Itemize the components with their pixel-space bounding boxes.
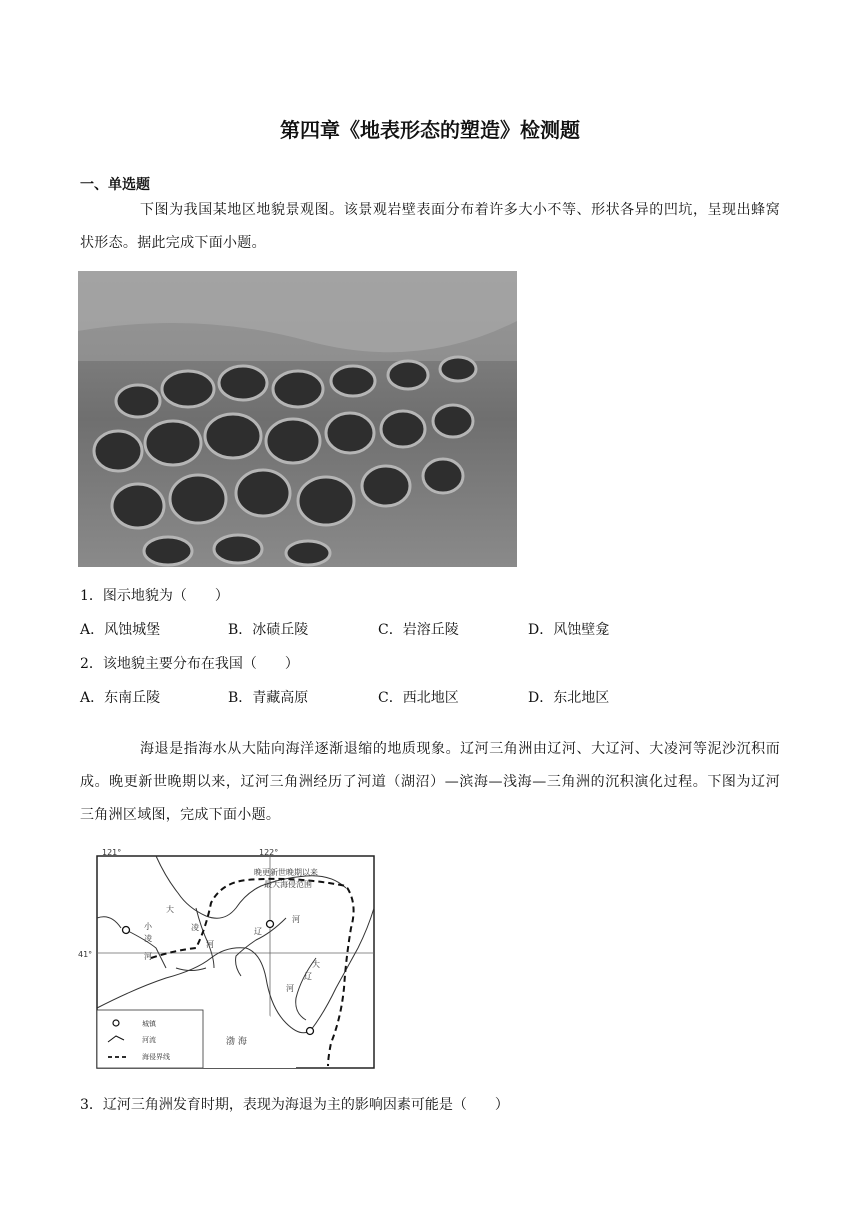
page-title: 第四章《地表形态的塑造》检测题 (280, 118, 580, 142)
map-lon-122: 122° (259, 848, 279, 857)
svg-text:河: 河 (144, 952, 152, 961)
town-marker (123, 927, 130, 934)
svg-text:河流: 河流 (142, 1036, 156, 1044)
svg-text:小: 小 (144, 922, 152, 931)
intro-paragraph-1: 下图为我国某地区地貌景观图。该景观岩壁表面分布着许多大小不等、形状各异的凹坑，呈现出蜂窝状形态。据此完成下面小题。 (80, 202, 780, 251)
map-label-sea: 渤 海 (226, 1037, 247, 1047)
map-label-ext1: 晚更新世晚期以来 (254, 868, 318, 877)
map-lon-121: 121° (102, 848, 122, 857)
town-marker (267, 921, 274, 928)
question-2-stem: 2．该地貌主要分布在我国（ ） (80, 656, 299, 672)
question-1-stem: 1．图示地貌为（ ） (80, 588, 229, 604)
svg-text:河: 河 (286, 984, 294, 993)
honeycomb-rock-photo (78, 271, 517, 567)
svg-text:凌: 凌 (191, 923, 199, 932)
q1-option-b: B．冰碛丘陵 (228, 622, 309, 638)
town-marker (307, 1028, 314, 1035)
map-lat-41: 41° (78, 950, 93, 959)
q2-option-c: C．西北地区 (378, 690, 459, 706)
svg-text:河: 河 (292, 915, 300, 924)
map-label-ext2: 最大海侵范围 (264, 880, 312, 889)
svg-text:辽: 辽 (304, 972, 312, 981)
svg-text:海侵界线: 海侵界线 (142, 1053, 170, 1061)
svg-text:凌: 凌 (144, 934, 152, 943)
section-heading: 一、单选题 (80, 177, 150, 193)
q2-option-b: B．青藏高原 (228, 690, 309, 706)
svg-text:大: 大 (166, 905, 174, 914)
q2-option-d: D．东北地区 (528, 690, 610, 706)
svg-text:河: 河 (206, 940, 214, 949)
liaohe-delta-map (78, 848, 378, 1072)
q1-option-a: A．风蚀城堡 (80, 622, 161, 638)
q1-option-c: C．岩溶丘陵 (378, 622, 459, 638)
svg-text:城镇: 城镇 (142, 1020, 156, 1028)
question-3-stem: 3．辽河三角洲发育时期，表现为海退为主的影响因素可能是（ ） (80, 1097, 509, 1113)
rivers (126, 908, 316, 1020)
q2-option-a: A．东南丘陵 (80, 690, 161, 706)
svg-text:辽: 辽 (254, 927, 262, 936)
q1-option-d: D．风蚀壁龛 (528, 622, 610, 638)
intro-paragraph-2: 海退是指海水从大陆向海洋逐渐退缩的地质现象。辽河三角洲由辽河、大辽河、大凌河等泥沙沉积而成。晚更新世晚期以来，辽河三角洲经历了河道（湖沼）—滨海—浅海—三角洲的沉积演化过程。下图为辽河三角洲区域图，完成下面小题。 (80, 741, 780, 823)
svg-text:大: 大 (312, 960, 320, 969)
